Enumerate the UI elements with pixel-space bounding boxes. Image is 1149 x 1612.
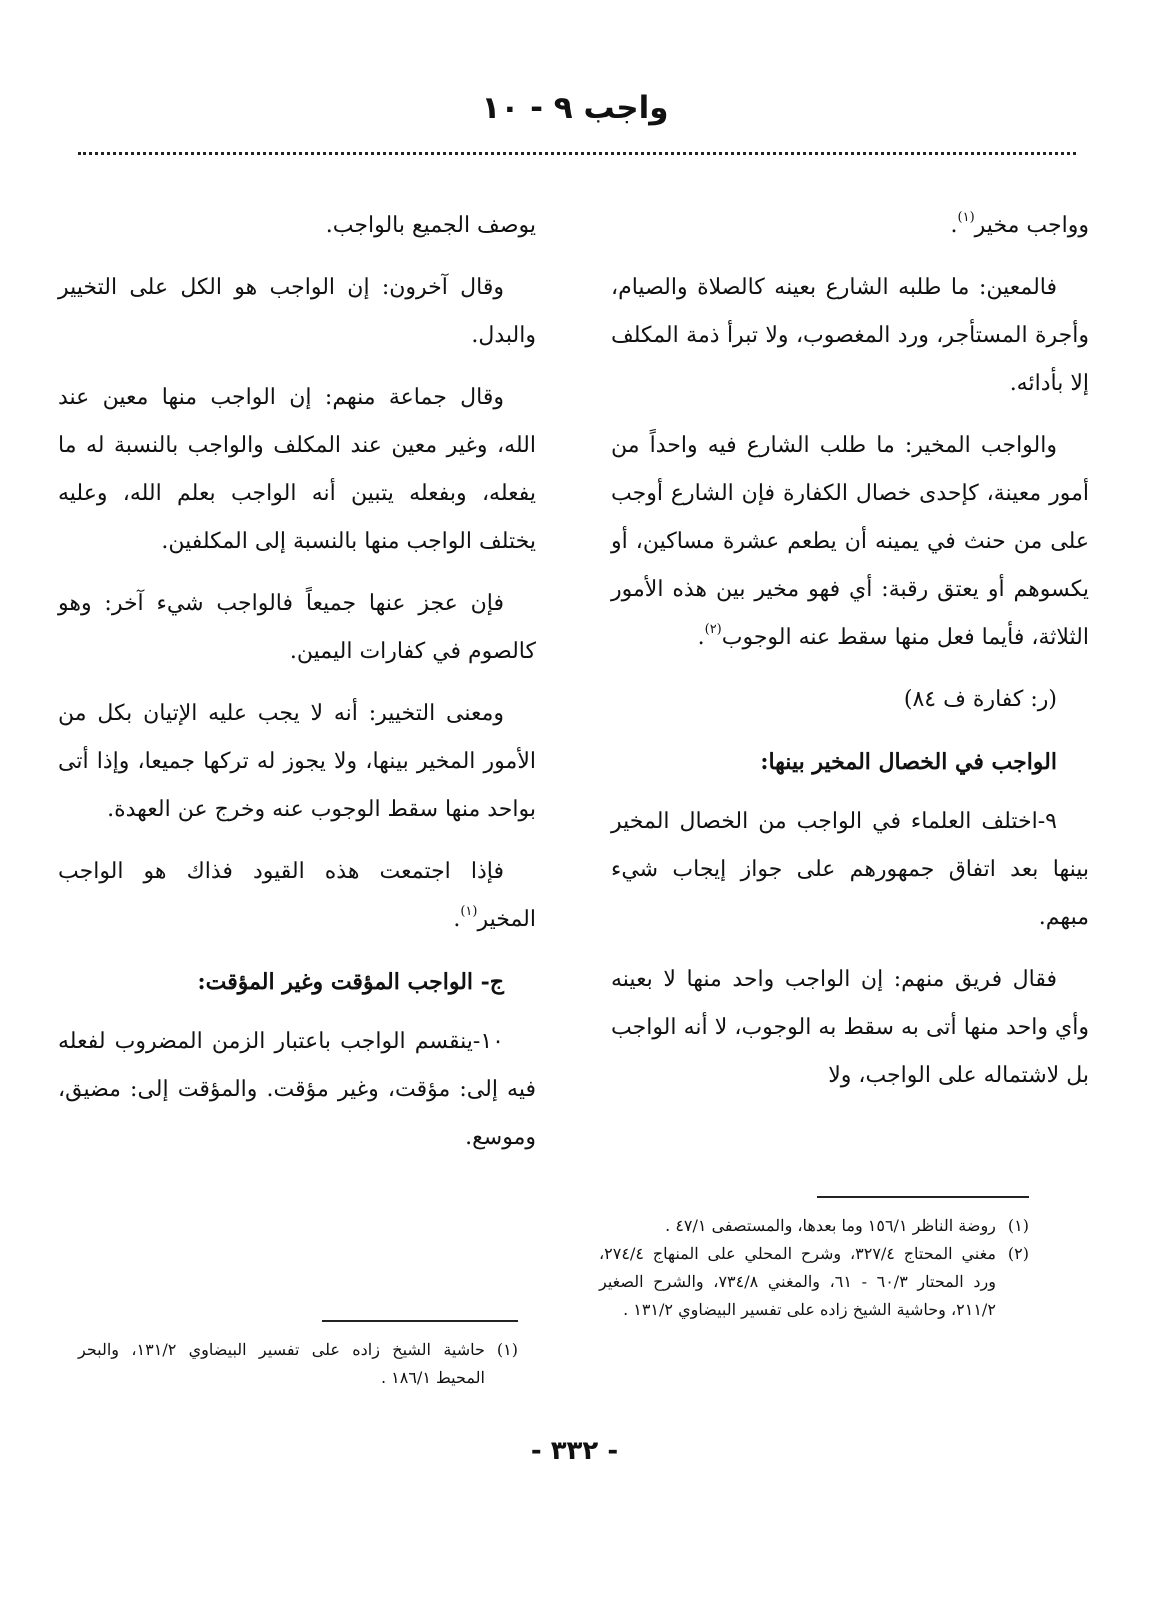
footnote-item: (١) حاشية الشيخ زاده على تفسير البيضاوي ١٣١/٢، والبحر المحيط ١٨٦/١ . — [78, 1340, 518, 1387]
footnote-marker: (١) — [957, 210, 975, 225]
paragraph: ١٠-ينقسم الواجب باعتبار الزمن المضروب لفعله فيه إلى: مؤقت، وغير مؤقت. والمؤقت إلى: مضيق، وموسع. — [58, 1029, 536, 1150]
paragraph: وقال جماعة منهم: إن الواجب منها معين عند الله، وغير معين عند المكلف والواجب بالنسبة له ما يفعله، وبفعله يتبين أنه الواجب بعلم الله، وعليه يختلف الواجب منها بالنسبة إلى المكلفين. — [58, 385, 536, 554]
footnote-rule-left — [322, 1320, 518, 1322]
left-column — [58, 202, 536, 1176]
cross-reference: (ر: كفارة ف ٨٤) — [903, 687, 1057, 712]
paragraph: ومعنى التخيير: أنه لا يجب عليه الإتيان بكل من الأمور المخير بينها، ولا يجوز له تركها جميعا، وإذا أتى بواحد منها سقط الوجوب عنه وخرج عن العهدة. — [58, 701, 536, 822]
footnotes-left — [78, 1336, 518, 1392]
paragraph: فإذا اجتمعت هذه القيود فذاك هو الواجب المخير$^{(١)}$. — [58, 859, 536, 932]
paragraph: يوصف الجميع بالواجب. — [325, 213, 536, 238]
footnotes-right — [599, 1212, 1029, 1324]
footnote-marker: (٢) — [704, 622, 722, 637]
footnote-marker: (١) — [460, 904, 478, 919]
section-heading: الواجب في الخصال المخير بينها: — [760, 749, 1057, 775]
footnote-item: (٢) مغني المحتاج ٣٢٧/٤، وشرح المحلي على المنهاج ٢٧٤/٤، ورد المحتار ٦٠/٣ - ٦١، والمغني ٧٣٤/٨، والشرح الصغير ٢١١/٢، وحاشية الشيخ زاده على تفسير البيضاوي ١٣١/٢ . — [599, 1244, 1029, 1319]
right-column — [611, 202, 1089, 1114]
paragraph: ٩-اختلف العلماء في الواجب من الخصال المخير بينها بعد اتفاق جمهورهم على جواز إيجاب شيء مبهم. — [611, 809, 1089, 930]
paragraph: والواجب المخير: ما طلب الشارع فيه واحداً من أمور معينة، كإحدى خصال الكفارة فإن الشارع أوجب على من حنث في يمينه أن يطعم عشرة مساكين، أو يكسوهم أو يعتق رقبة: أي فهو مخير بين هذه الأمور الثلاثة، فأيما فعل منها سقط عنه الوجوب$^{(٢)}$. — [611, 433, 1089, 650]
footnote-item: (١) روضة الناظر ١٥٦/١ وما بعدها، والمستصفى ٤٧/١ . — [665, 1216, 1029, 1235]
paragraph: وواجب مخير$^{(١)}$. — [950, 210, 1089, 238]
header-dotted-rule — [78, 152, 1076, 155]
paragraph: وقال آخرون: إن الواجب هو الكل على التخيير والبدل. — [58, 275, 536, 348]
section-heading: ج- الواجب المؤقت وغير المؤقت: — [197, 969, 504, 995]
paragraph: فالمعين: ما طلبه الشارع بعينه كالصلاة والصيام، وأجرة المستأجر، ورد المغصوب، ولا تبرأ ذمة المكلف إلا بأدائه. — [611, 275, 1089, 396]
paragraph: فإن عجز عنها جميعاً فالواجب شيء آخر: وهو كالصوم في كفارات اليمين. — [58, 591, 536, 664]
page-header-title: واجب ٩ - ١٠ — [481, 90, 669, 126]
footnote-rule-right — [817, 1196, 1029, 1198]
page-number: - ٣٣٢ - — [530, 1436, 619, 1466]
paragraph: فقال فريق منهم: إن الواجب واحد منها لا بعينه وأي واحد منها أتى به سقط به الوجوب، لا أنه الواجب بل لاشتماله على الواجب، ولا — [611, 967, 1089, 1088]
